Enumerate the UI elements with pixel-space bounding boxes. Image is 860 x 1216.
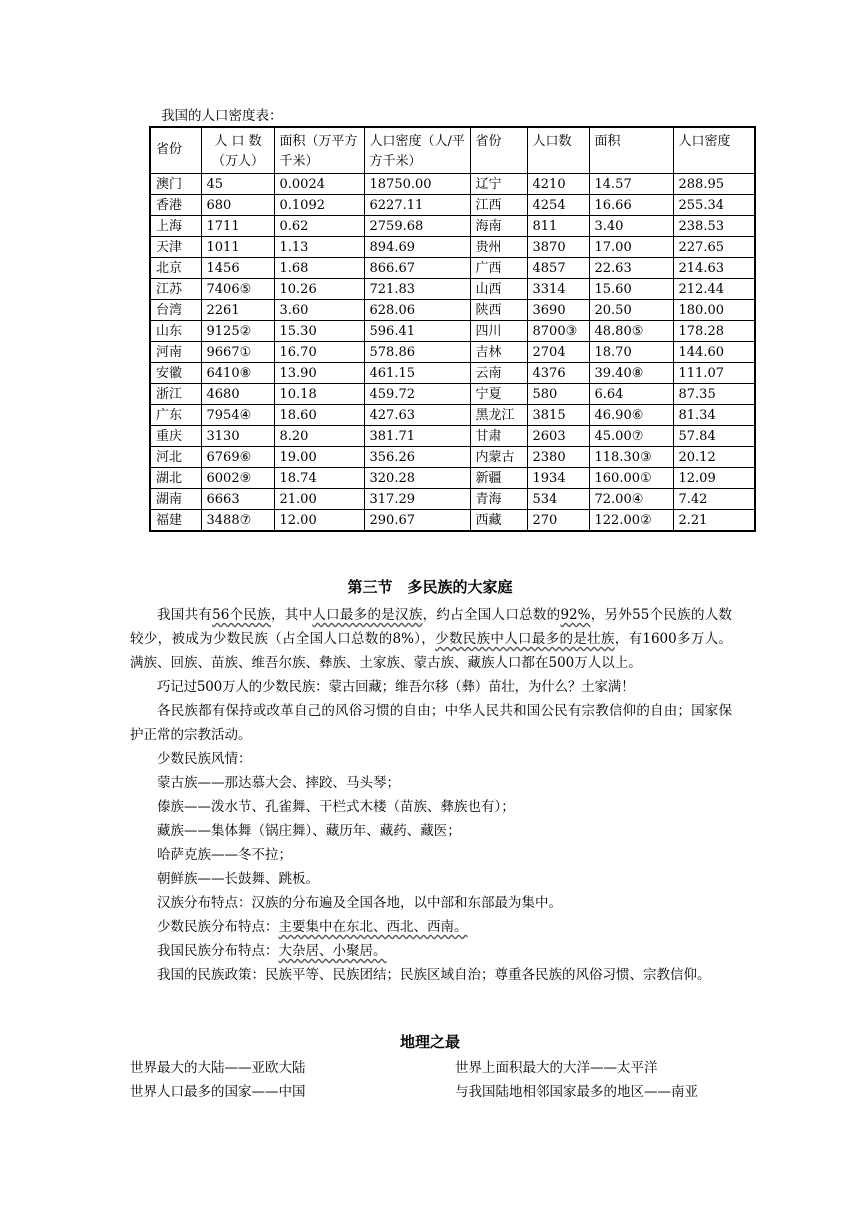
section-title: 第三节 多民族的大家庭	[347, 579, 513, 596]
cell-area-2: 48.80⑤	[589, 320, 673, 341]
minority-distribution	[130, 915, 732, 939]
minority-dist-text: 主要集中在东北、西北、西南。	[278, 919, 468, 935]
table-row	[150, 467, 755, 488]
cell-province: 广东	[150, 404, 201, 425]
cell-population: 1711	[201, 215, 274, 236]
han-distribution	[130, 891, 732, 915]
header-area: 面积（万平方千米）	[274, 127, 364, 173]
cell-population-2: 3870	[527, 236, 589, 257]
header-province: 省份	[150, 127, 201, 173]
paragraph-ethnic-overview	[130, 603, 732, 675]
cell-area-2: 15.60	[589, 278, 673, 299]
cell-population: 6663	[201, 488, 274, 509]
text-run: ，有1600多万人。满族、回族、苗族、维吾尔族、彝族、土家族、蒙古族、藏族人口都在500万人以上。	[130, 631, 733, 671]
cell-area-2: 6.64	[589, 383, 673, 404]
cell-density-2: 238.53	[673, 215, 755, 236]
cell-province: 上海	[150, 215, 201, 236]
highlight-han-largest: 人口最多的是汉族	[312, 607, 423, 623]
cell-population: 4680	[201, 383, 274, 404]
table-row	[150, 215, 755, 236]
cell-density-2: 2.21	[673, 509, 755, 531]
cell-density-2: 180.00	[673, 299, 755, 320]
custom-korean: 朝鲜族——长鼓舞、跳板。	[157, 871, 319, 887]
cell-province-2: 甘肃	[470, 425, 527, 446]
facts-title: 地理之最	[399, 1034, 460, 1051]
cell-density-2: 20.12	[673, 446, 755, 467]
cell-area: 10.18	[274, 383, 364, 404]
table-row	[150, 173, 755, 194]
table-row	[150, 278, 755, 299]
cell-population-2: 3690	[527, 299, 589, 320]
cell-density: 356.26	[364, 446, 470, 467]
cell-area-2: 118.30③	[589, 446, 673, 467]
cell-area: 13.90	[274, 362, 364, 383]
cell-province-2: 西藏	[470, 509, 527, 531]
cell-province: 河南	[150, 341, 201, 362]
cell-population-2: 2380	[527, 446, 589, 467]
cell-area: 0.0024	[274, 173, 364, 194]
cell-population-2: 270	[527, 509, 589, 531]
custom-mongol: 蒙古族——那达慕大会、摔跤、马头琴；	[157, 775, 400, 791]
table-row	[150, 446, 755, 467]
cell-area: 21.00	[274, 488, 364, 509]
table-body	[150, 173, 755, 531]
cell-density: 578.86	[364, 341, 470, 362]
cell-density-2: 212.44	[673, 278, 755, 299]
cell-province-2: 内蒙古	[470, 446, 527, 467]
cell-density-2: 144.60	[673, 341, 755, 362]
cell-province-2: 宁夏	[470, 383, 527, 404]
custom-dai: 傣族——泼水节、孔雀舞、干栏式木楼（苗族、彝族也有）；	[157, 799, 515, 815]
cell-province-2: 广西	[470, 257, 527, 278]
cell-province: 澳门	[150, 173, 201, 194]
cell-area-2: 122.00②	[589, 509, 673, 531]
cell-area: 0.1092	[274, 194, 364, 215]
cell-density-2: 227.65	[673, 236, 755, 257]
cell-area-2: 160.00①	[589, 467, 673, 488]
cell-province: 福建	[150, 509, 201, 531]
table-row	[150, 194, 755, 215]
header-density-2: 人口密度	[673, 127, 755, 173]
cell-population: 3488⑦	[201, 509, 274, 531]
cell-density: 317.29	[364, 488, 470, 509]
cell-province-2: 山西	[470, 278, 527, 299]
section-body	[130, 603, 732, 987]
minority-dist-label: 少数民族分布特点：	[157, 919, 279, 935]
cell-density: 721.83	[364, 278, 470, 299]
text-run: ，约占全国人口总数的	[422, 607, 561, 623]
cell-area-2: 46.90⑥	[589, 404, 673, 425]
cell-area-2: 45.00⑦	[589, 425, 673, 446]
cell-province-2: 青海	[470, 488, 527, 509]
highlight-zhuang-largest-minority: 少数民族中人口最多的是壮族	[435, 631, 615, 647]
cell-density: 320.28	[364, 467, 470, 488]
header-density: 人口密度（人/平方千米）	[364, 127, 470, 173]
cell-province: 浙江	[150, 383, 201, 404]
cell-density-2: 7.42	[673, 488, 755, 509]
facts-list	[130, 1056, 750, 1104]
national-dist-label: 我国民族分布特点：	[157, 943, 279, 959]
cell-population: 6002⑨	[201, 467, 274, 488]
table-row	[150, 299, 755, 320]
cell-density-2: 288.95	[673, 173, 755, 194]
cell-population-2: 4376	[527, 362, 589, 383]
cell-density-2: 81.34	[673, 404, 755, 425]
cell-province: 台湾	[150, 299, 201, 320]
cell-province: 北京	[150, 257, 201, 278]
table-caption: 我国的人口密度表：	[161, 108, 283, 124]
header-population: 人 口 数（万人）	[201, 127, 274, 173]
cell-density: 18750.00	[364, 173, 470, 194]
cell-area: 10.26	[274, 278, 364, 299]
cell-population-2: 8700③	[527, 320, 589, 341]
cell-province-2: 新疆	[470, 467, 527, 488]
table-row	[150, 425, 755, 446]
cell-population: 45	[201, 173, 274, 194]
cell-density: 381.71	[364, 425, 470, 446]
fact-largest-ocean: 世界上面积最大的大洋——太平洋	[455, 1060, 658, 1076]
cell-area-2: 72.00④	[589, 488, 673, 509]
cell-area: 19.00	[274, 446, 364, 467]
cell-province-2: 黑龙江	[470, 404, 527, 425]
cell-province: 重庆	[150, 425, 201, 446]
facts-row	[130, 1080, 750, 1104]
cell-population: 3130	[201, 425, 274, 446]
fact-largest-continent: 世界最大的大陆——亚欧大陆	[130, 1060, 306, 1076]
cell-area-2: 17.00	[589, 236, 673, 257]
han-dist-label: 汉族分布特点：	[157, 895, 252, 911]
table-header-row	[150, 127, 755, 173]
cell-area-2: 14.57	[589, 173, 673, 194]
cell-area: 8.20	[274, 425, 364, 446]
cell-area-2: 18.70	[589, 341, 673, 362]
cell-province: 湖北	[150, 467, 201, 488]
cell-province-2: 辽宁	[470, 173, 527, 194]
text-run: ，其中	[270, 607, 313, 623]
paragraph-freedom: 各民族都有保持或改革自己的风俗习惯的自由；中华人民共和国公民有宗教信仰的自由；国家保护正常的宗教活动。	[130, 703, 732, 743]
cell-density: 461.15	[364, 362, 470, 383]
cell-province: 安徽	[150, 362, 201, 383]
cell-density: 6227.11	[364, 194, 470, 215]
cell-area: 1.13	[274, 236, 364, 257]
cell-area-2: 20.50	[589, 299, 673, 320]
national-dist-text: 大杂居、小聚居。	[278, 943, 387, 959]
cell-density: 2759.68	[364, 215, 470, 236]
cell-province: 河北	[150, 446, 201, 467]
cell-density-2: 57.84	[673, 425, 755, 446]
table-row	[150, 488, 755, 509]
cell-province: 天津	[150, 236, 201, 257]
table-row	[150, 383, 755, 404]
cell-population-2: 4210	[527, 173, 589, 194]
cell-area-2: 39.40⑧	[589, 362, 673, 383]
cell-population: 2261	[201, 299, 274, 320]
cell-area: 1.68	[274, 257, 364, 278]
cell-population: 7954④	[201, 404, 274, 425]
cell-area: 15.30	[274, 320, 364, 341]
cell-population-2: 1934	[527, 467, 589, 488]
cell-population: 680	[201, 194, 274, 215]
cell-area-2: 3.40	[589, 215, 673, 236]
cell-population: 1456	[201, 257, 274, 278]
cell-population: 9667①	[201, 341, 274, 362]
cell-area: 16.70	[274, 341, 364, 362]
text-run: ，另外55个民族的人数较少，被成为少数民族（占全国人口总数的8%），	[130, 607, 733, 647]
cell-area-2: 22.63	[589, 257, 673, 278]
cell-density: 628.06	[364, 299, 470, 320]
national-distribution	[130, 939, 732, 963]
cell-province: 江苏	[150, 278, 201, 299]
table-row	[150, 320, 755, 341]
cell-density-2: 111.07	[673, 362, 755, 383]
facts-row	[130, 1056, 750, 1080]
cell-province: 山东	[150, 320, 201, 341]
cell-population: 6769⑥	[201, 446, 274, 467]
cell-population-2: 534	[527, 488, 589, 509]
cell-area: 18.60	[274, 404, 364, 425]
cell-population-2: 580	[527, 383, 589, 404]
header-population-2: 人口数	[527, 127, 589, 173]
cell-density-2: 255.34	[673, 194, 755, 215]
text-run: 我国共有	[157, 607, 213, 623]
cell-population: 7406⑤	[201, 278, 274, 299]
cell-population-2: 4254	[527, 194, 589, 215]
table-row	[150, 341, 755, 362]
cell-area: 0.62	[274, 215, 364, 236]
cell-population-2: 2603	[527, 425, 589, 446]
cell-population: 1011	[201, 236, 274, 257]
cell-area: 12.00	[274, 509, 364, 531]
cell-province-2: 贵州	[470, 236, 527, 257]
cell-province-2: 陕西	[470, 299, 527, 320]
table-row	[150, 404, 755, 425]
cell-province: 香港	[150, 194, 201, 215]
custom-kazakh: 哈萨克族——冬不拉；	[157, 847, 292, 863]
cell-province-2: 吉林	[470, 341, 527, 362]
paragraph-mnemonic: 巧记过500万人的少数民族：蒙古回藏；维吾尔移（彝）苗壮，为什么？土家满！	[157, 679, 635, 695]
cell-population-2: 811	[527, 215, 589, 236]
cell-province: 湖南	[150, 488, 201, 509]
cell-province-2: 四川	[470, 320, 527, 341]
fact-most-neighbors-region: 与我国陆地相邻国家最多的地区——南亚	[455, 1084, 698, 1100]
cell-province-2: 云南	[470, 362, 527, 383]
table-row	[150, 362, 755, 383]
cell-province-2: 江西	[470, 194, 527, 215]
cell-density: 459.72	[364, 383, 470, 404]
cell-population: 6410⑧	[201, 362, 274, 383]
table-row	[150, 257, 755, 278]
cell-density-2: 87.35	[673, 383, 755, 404]
custom-tibetan: 藏族——集体舞（锅庄舞）、藏历年、藏药、藏医；	[157, 823, 461, 839]
cell-population-2: 4857	[527, 257, 589, 278]
header-area-2: 面积	[589, 127, 673, 173]
cell-density: 427.63	[364, 404, 470, 425]
cell-density: 596.41	[364, 320, 470, 341]
cell-density: 866.67	[364, 257, 470, 278]
cell-density-2: 178.28	[673, 320, 755, 341]
cell-population-2: 3314	[527, 278, 589, 299]
cell-density-2: 12.09	[673, 467, 755, 488]
han-dist-text: 汉族的分布遍及全国各地，以中部和东部最为集中。	[251, 895, 562, 911]
cell-population-2: 2704	[527, 341, 589, 362]
cell-population-2: 3815	[527, 404, 589, 425]
cell-province-2: 海南	[470, 215, 527, 236]
highlight-56-ethnic-groups: 56个民族	[212, 607, 271, 623]
cell-area: 18.74	[274, 467, 364, 488]
customs-title: 少数民族风情：	[157, 751, 252, 767]
cell-area-2: 16.66	[589, 194, 673, 215]
cell-density: 894.69	[364, 236, 470, 257]
cell-population: 9125②	[201, 320, 274, 341]
highlight-92-percent: 92%	[560, 607, 591, 623]
table-row	[150, 236, 755, 257]
table-row	[150, 509, 755, 531]
header-province-2: 省份	[470, 127, 527, 173]
cell-density-2: 214.63	[673, 257, 755, 278]
fact-most-populous-country: 世界人口最多的国家——中国	[130, 1084, 306, 1100]
paragraph-policy: 我国的民族政策：民族平等、民族团结；民族区域自治；尊重各民族的风俗习惯、宗教信仰。	[157, 967, 711, 983]
population-density-table	[149, 126, 756, 532]
cell-density: 290.67	[364, 509, 470, 531]
cell-area: 3.60	[274, 299, 364, 320]
